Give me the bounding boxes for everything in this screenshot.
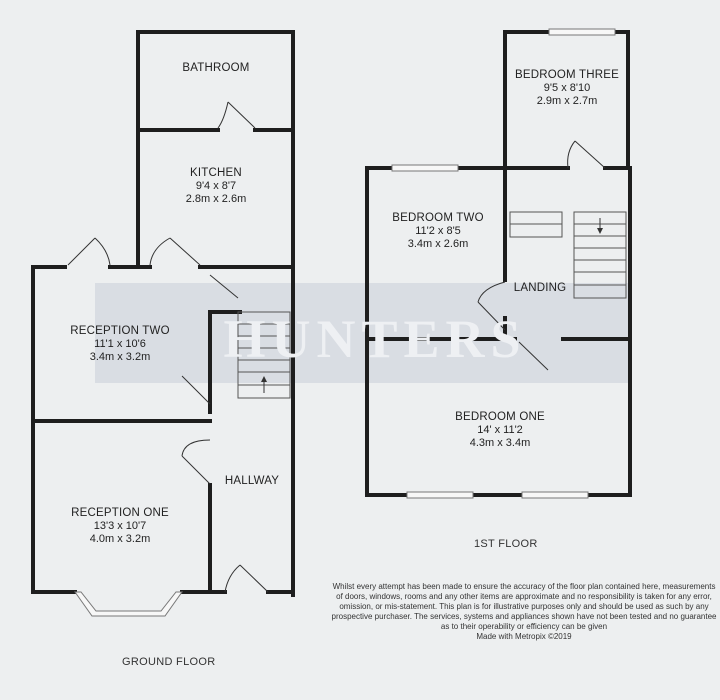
room-name: BEDROOM ONE	[455, 411, 545, 423]
room-size-metric: 3.4m x 3.2m	[89, 351, 151, 363]
disclaimer	[330, 582, 718, 642]
room-name: KITCHEN	[190, 167, 242, 179]
floor-label-ground: GROUND FLOOR	[122, 656, 216, 668]
disclaimer-text: Whilst every attempt has been made to ensure the accuracy of the floor plan contained here, measurements of doors, windows, rooms and any other items are approximate and no responsibility is taken for any error, omission, or mis-statement. This plan is for illustrative purposes only and should be used as such by any prospective purchaser. The services, systems and appliances shown have not been tested and no guarantee as to their operability or efficiency can be given	[331, 582, 717, 631]
room-size-imperial: 11'1 x 10'6	[94, 338, 146, 350]
room-name: RECEPTION ONE	[71, 507, 169, 519]
floor-label-first: 1ST FLOOR	[474, 538, 538, 550]
room-label-reception-one	[40, 507, 200, 546]
room-label-landing	[508, 282, 572, 295]
room-size-imperial: 11'2 x 8'5	[415, 225, 461, 237]
room-label-bathroom	[150, 62, 282, 75]
room-size-imperial: 13'3 x 10'7	[93, 520, 147, 532]
room-label-kitchen	[150, 167, 282, 206]
room-name: RECEPTION TWO	[70, 325, 170, 337]
bay-window	[75, 592, 182, 616]
room-size-metric: 4.0m x 3.2m	[89, 533, 151, 545]
room-size-metric: 2.8m x 2.6m	[185, 193, 247, 205]
room-name: HALLWAY	[224, 475, 280, 487]
watermark: HUNTERS	[223, 309, 527, 369]
room-size-imperial: 14' x 11'2	[477, 424, 523, 436]
disclaimer-credit: Made with Metropix ©2019	[476, 632, 572, 641]
room-name: BEDROOM THREE	[515, 69, 619, 81]
room-label-hallway	[214, 475, 290, 488]
room-size-metric: 4.3m x 3.4m	[469, 437, 531, 449]
room-size-metric: 2.9m x 2.7m	[536, 95, 598, 107]
room-label-bedroom-one	[380, 411, 620, 450]
room-name: BEDROOM TWO	[392, 212, 484, 224]
room-label-bedroom-two	[375, 212, 501, 251]
room-name: LANDING	[513, 282, 567, 294]
room-size-imperial: 9'4 x 8'7	[195, 180, 237, 192]
room-name: BATHROOM	[182, 62, 250, 74]
room-label-reception-two	[40, 325, 200, 364]
room-label-bedroom-three	[508, 69, 626, 108]
room-size-metric: 3.4m x 2.6m	[407, 238, 469, 250]
room-size-imperial: 9'5 x 8'10	[543, 82, 591, 94]
